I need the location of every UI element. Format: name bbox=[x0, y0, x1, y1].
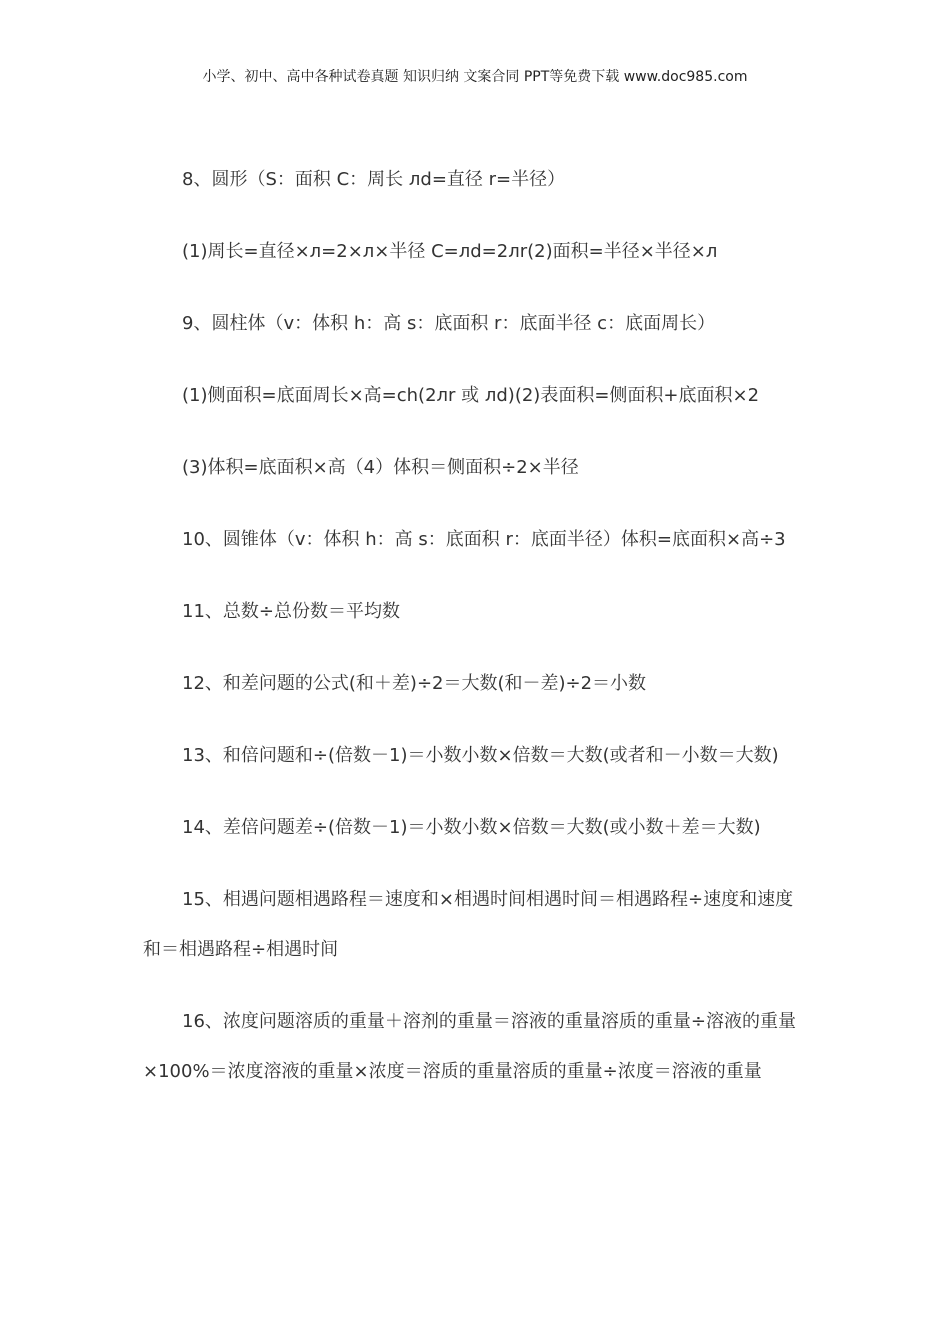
document-body bbox=[143, 155, 811, 1119]
paragraph-circle: 8、圆形（S：面积 C：周长 лd=直径 r=半径） bbox=[182, 169, 566, 190]
paragraph-difference-multiple: 14、差倍问题差÷(倍数－1)＝小数小数×倍数＝大数(或小数＋差＝大数) bbox=[182, 817, 761, 838]
paragraph-average: 11、总数÷总份数＝平均数 bbox=[182, 601, 400, 622]
page-header: 小学、初中、高中各种试卷真题 知识归纳 文案合同 PPT等免费下载 www.doc985.com bbox=[202, 69, 748, 85]
paragraph-concentration: 16、浓度问题溶质的重量＋溶剂的重量＝溶液的重量溶质的重量÷溶液的重量×100%＝浓度溶液的重量×浓度＝溶质的重量溶质的重量÷浓度＝溶液的重量 bbox=[143, 1011, 796, 1082]
paragraph-cylinder-volume: (3)体积=底面积×高（4）体积＝侧面积÷2×半径 bbox=[182, 457, 579, 478]
paragraph-cylinder-area: (1)侧面积=底面周长×高=ch(2лr 或 лd)(2)表面积=侧面积+底面积×2 bbox=[182, 385, 760, 406]
paragraph-meeting: 15、相遇问题相遇路程＝速度和×相遇时间相遇时间＝相遇路程÷速度和速度和＝相遇路程÷相遇时间 bbox=[143, 889, 794, 960]
paragraph-sum-difference: 12、和差问题的公式(和＋差)÷2＝大数(和－差)÷2＝小数 bbox=[182, 673, 647, 694]
paragraph-sum-multiple: 13、和倍问题和÷(倍数－1)＝小数小数×倍数＝大数(或者和－小数＝大数) bbox=[182, 745, 779, 766]
paragraph-circle-formulas: (1)周长=直径×л=2×л×半径 C=лd=2лr(2)面积=半径×半径×л bbox=[182, 241, 718, 262]
paragraph-cylinder: 9、圆柱体（v：体积 h：高 s：底面积 r：底面半径 c：底面周长） bbox=[182, 313, 716, 334]
paragraph-cone: 10、圆锥体（v：体积 h：高 s：底面积 r：底面半径）体积=底面积×高÷3 bbox=[182, 529, 786, 550]
